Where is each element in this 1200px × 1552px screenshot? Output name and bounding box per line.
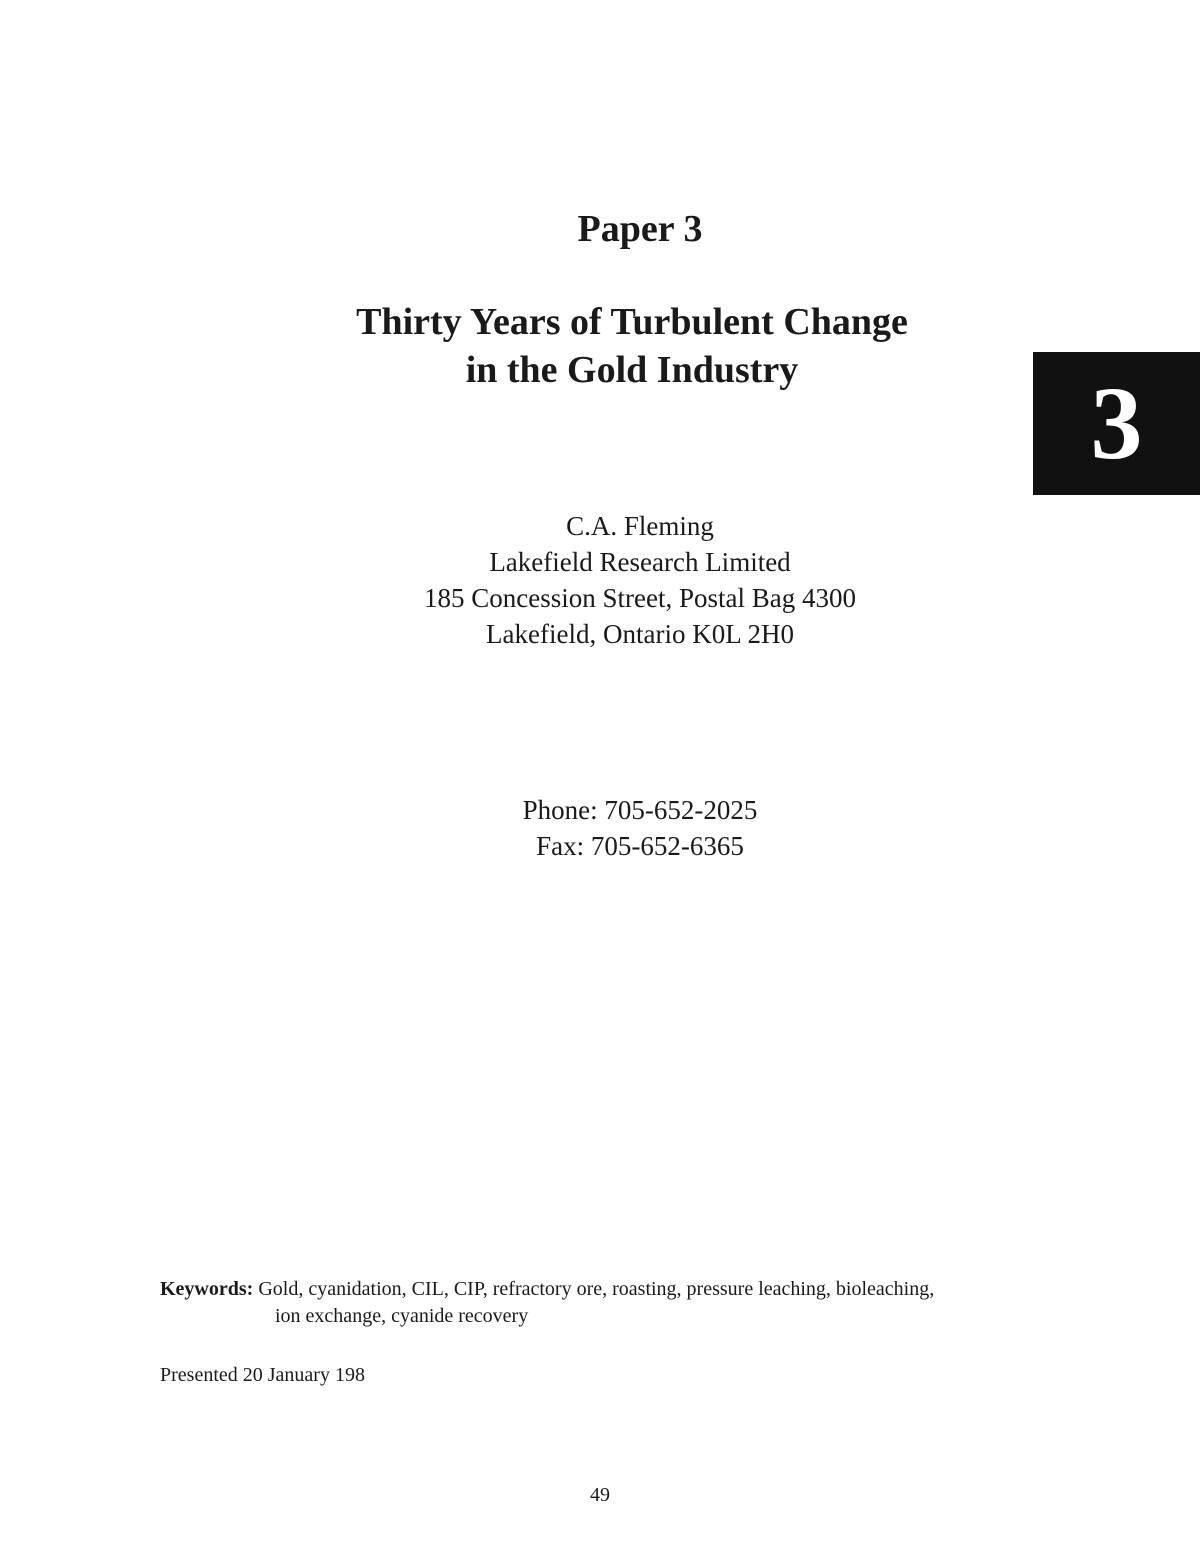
keywords-line-2: ion exchange, cyanide recovery: [275, 1305, 529, 1327]
author-address-line-2: Lakefield, Ontario K0L 2H0: [486, 619, 794, 649]
keywords-line-1: Gold, cyanidation, CIL, CIP, refractory ore, roasting, pressure leaching, bioleaching,: [258, 1278, 935, 1300]
author-block: [40, 508, 1200, 652]
paper-label: Paper 3: [577, 208, 703, 250]
title-line-2: in the Gold Industry: [465, 349, 799, 391]
author-name: C.A. Fleming: [566, 511, 714, 541]
paper-title: [32, 298, 1200, 394]
presented-date: Presented 20 January 198: [160, 1364, 365, 1386]
phone-number: Phone: 705-652-2025: [522, 795, 758, 825]
fax-number: Fax: 705-652-6365: [536, 831, 744, 861]
title-line-1: Thirty Years of Turbulent Change: [356, 301, 908, 343]
keywords-block: [160, 1276, 1140, 1330]
keywords-label: Keywords:: [160, 1278, 254, 1300]
chapter-tab: [1033, 352, 1200, 495]
contact-block: [40, 792, 1200, 864]
chapter-tab-number: 3: [1090, 365, 1143, 481]
page-number: 49: [590, 1484, 610, 1506]
author-address-line-1: 185 Concession Street, Postal Bag 4300: [424, 583, 856, 613]
author-organization: Lakefield Research Limited: [489, 547, 791, 577]
